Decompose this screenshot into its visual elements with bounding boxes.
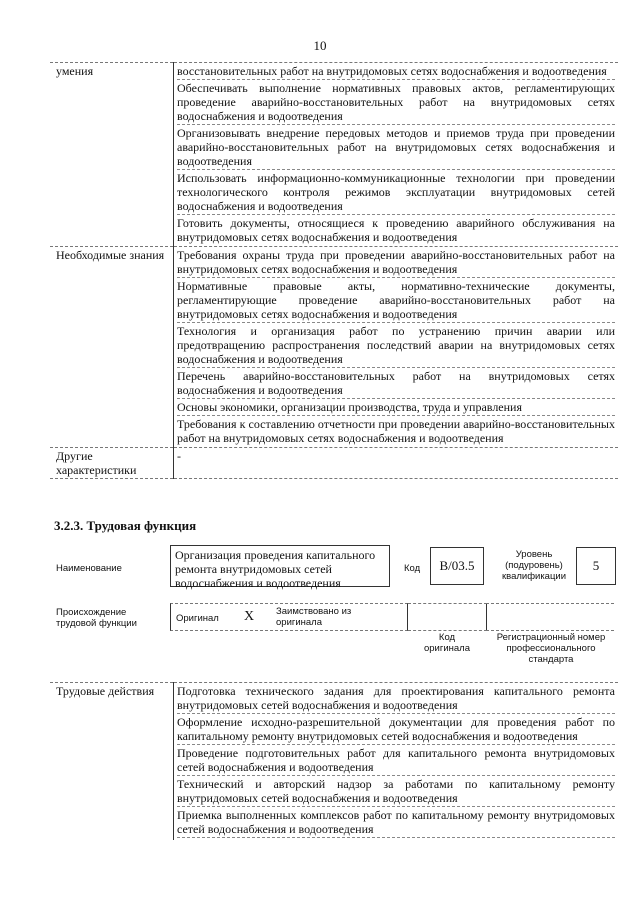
knowledge-list: [174, 247, 619, 448]
section-title: 3.2.3. Трудовая функция: [54, 518, 197, 533]
skills-list: [174, 63, 619, 247]
reg-number-cell: [486, 603, 614, 631]
actions-label: Трудовые действия: [50, 683, 174, 841]
action-item: Оформление исходно-разрешительной документации для проведения работ по капитальному ремонту внутридомовых сетей водоснабжения и водоотведения: [177, 715, 615, 743]
action-item: Проведение подготовительных работ для капитального ремонта внутридомовых сетей водоснабжения и водоотведения: [177, 746, 615, 774]
knowledge-item: Нормативные правовые акты, нормативно-технические документы, регламентирующие проведение аварийно-восстановительных работ на внутридомовых сетях водоснабжения и водоотведения: [177, 279, 615, 321]
knowledge-item: Технология и организация работ по устранению причин аварии или предотвращению распространения последствий аварии на внутридомовых сетях водоснабжения и водоотведения: [177, 324, 615, 366]
skills-label: умения: [50, 63, 174, 247]
function-name-box: Организация проведения капитального ремонта внутридомовых сетей водоснабжения и водоотведения: [170, 545, 390, 587]
other-value: -: [174, 448, 619, 479]
actions-list: [174, 683, 619, 841]
code-caption: Код оригинала: [423, 632, 470, 654]
level-box: 5: [576, 547, 616, 585]
skill-item: Организовывать внедрение передовых методов и приемов труда при проведении аварийно-восстановительных работ на внутридомовых сетях водоснабжения и водоотведения: [177, 126, 615, 168]
other-row: [50, 448, 618, 479]
original-label: Оригинал: [176, 613, 219, 624]
reg-caption: Регистрационный номер профессионального стандарта: [496, 632, 606, 665]
original-mark: X: [244, 609, 255, 624]
knowledge-row: [50, 247, 618, 448]
requirements-table: [50, 62, 618, 479]
page-number: 10: [313, 38, 327, 53]
skill-item: восстановительных работ на внутридомовых сетях водоснабжения и водоотведения: [177, 64, 615, 80]
function-code-box: B/03.5: [430, 547, 484, 585]
actions-row: [50, 683, 618, 841]
actions-table: [50, 682, 618, 840]
borrowed-label: Заимствовано из оригинала: [276, 606, 352, 628]
skill-item: Использовать информационно-коммуникационные технологии при проведении технологического контроля режимов эксплуатации внутридомовых сетей водоснабжения и водоотведения: [177, 171, 615, 213]
skill-item: Готовить документы, относящиеся к проведению аварийного обслуживания на внутридомовых сетях водоснабжения и водоотведения: [177, 216, 615, 244]
skill-item: Обеспечивать выполнение нормативных правовых актов, регламентирующих проведение аварийно-восстановительных работ на внутридомовых сетях водоснабжения и водоотведения: [177, 81, 615, 123]
origin-label: Происхождение трудовой функции: [56, 607, 137, 629]
knowledge-item: Требования охраны труда при проведении аварийно-восстановительных работ на внутридомовых сетях водоснабжения и водоотведения: [177, 248, 615, 276]
knowledge-label: Необходимые знания: [50, 247, 174, 448]
knowledge-item: Требования к составлению отчетности при проведении аварийно-восстановительных работ на внутридомовых сетях водоснабжения и водоотведения: [177, 417, 615, 445]
other-label: Другие характеристики: [50, 448, 174, 479]
code-label: Код: [404, 563, 421, 574]
knowledge-item: Перечень аварийно-восстановительных работ на внутридомовых сетях водоснабжения и водоотведения: [177, 369, 615, 397]
action-item: Технический и авторский надзор за работами по капитальному ремонту внутридомовых сетей водоснабжения и водоотведения: [177, 777, 615, 805]
level-label: Уровень (подуровень) квалификации: [501, 549, 567, 582]
skills-row: [50, 63, 618, 247]
action-item: Приемка выполненных комплексов работ по капитальному ремонту внутридомовых сетей водоснабжения и водоотведения: [177, 808, 615, 836]
name-label: Наименование: [56, 563, 122, 574]
action-item: Подготовка технического задания для проектирования капитального ремонта внутридомовых сетей водоснабжения и водоотведения: [177, 684, 615, 712]
knowledge-item: Основы экономики, организации производства, труда и управления: [177, 400, 615, 416]
original-code-cell: [408, 603, 487, 631]
